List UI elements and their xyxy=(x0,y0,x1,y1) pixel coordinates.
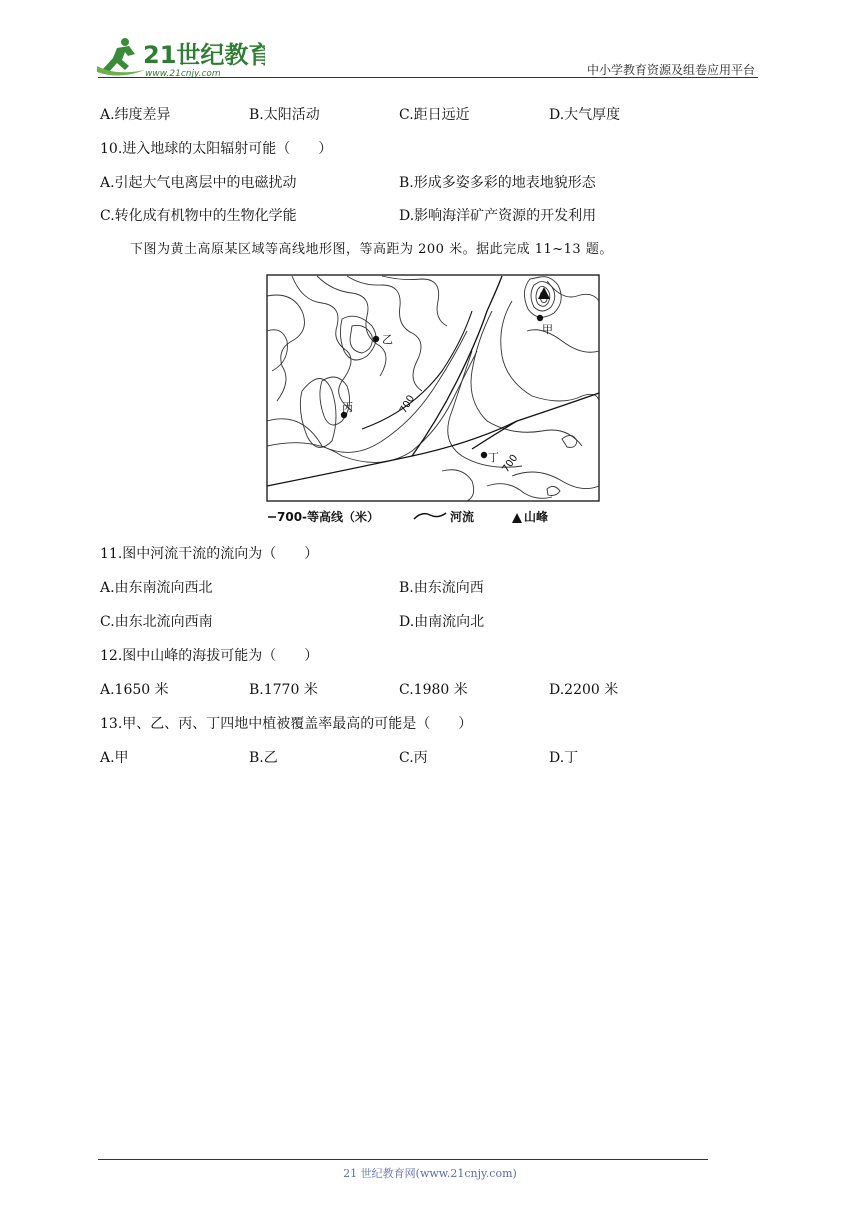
q10-option-b: B.形成多姿多彩的地表地貌形态 xyxy=(399,175,596,191)
q11-option-b: B.由东流向西 xyxy=(399,580,484,596)
contour-label-700-b: 700 xyxy=(500,452,521,475)
point-jia-label: 甲 xyxy=(542,323,553,336)
legend-peak: 山峰 xyxy=(524,510,549,524)
point-yi-dot xyxy=(373,336,379,342)
q12-option-c: C.1980 米 xyxy=(399,682,468,698)
q12-option-a: A.1650 米 xyxy=(100,682,169,698)
q10-stem: 10.进入地球的太阳辐射可能（ ） xyxy=(100,141,333,157)
q10-option-a: A.引起大气电离层中的电磁扰动 xyxy=(100,175,297,191)
q9-option-a: A.纬度差异 xyxy=(100,107,171,123)
q9-option-b: B.太阳活动 xyxy=(249,107,320,123)
footer-divider xyxy=(98,1159,708,1160)
q9-option-d: D.大气厚度 xyxy=(549,107,621,123)
map-intro: 下图为黄土高原某区域等高线地形图，等高距为 200 米。据此完成 11~13 题。 xyxy=(130,242,613,257)
logo-url: www.21cnjy.com xyxy=(145,69,221,79)
logo-text: 21世纪教育 xyxy=(143,41,265,69)
q9-option-c: C.距日远近 xyxy=(399,107,470,123)
q13-option-b: B.乙 xyxy=(249,750,278,766)
point-ding-dot xyxy=(481,452,487,458)
q11-stem: 11.图中河流干流的流向为（ ） xyxy=(100,546,319,562)
contour-map xyxy=(262,271,602,529)
q11-option-a: A.由东南流向西北 xyxy=(100,580,213,596)
q13-option-c: C.丙 xyxy=(399,750,428,766)
legend-peak-icon xyxy=(512,513,522,523)
q12-stem: 12.图中山峰的海拔可能为（ ） xyxy=(100,648,319,664)
q13-option-a: A.甲 xyxy=(100,750,129,766)
q12-option-d: D.2200 米 xyxy=(549,682,619,698)
q10-option-d: D.影响海洋矿产资源的开发利用 xyxy=(399,208,597,224)
map-legend xyxy=(268,509,548,524)
q13-stem: 13.甲、乙、丙、丁四地中植被覆盖率最高的可能是（ ） xyxy=(100,716,473,732)
legend-river: 河流 xyxy=(450,510,475,524)
q11-option-c: C.由东北流向西南 xyxy=(100,614,213,630)
q10-option-c: C.转化成有机物中的生物化学能 xyxy=(100,208,297,224)
point-yi-label: 乙 xyxy=(382,333,393,346)
site-logo xyxy=(95,36,265,80)
header-divider xyxy=(98,77,758,78)
legend-contour: 700-等高线（米） xyxy=(277,510,380,524)
q13-option-d: D.丁 xyxy=(549,750,579,766)
point-bing-label: 丙 xyxy=(342,401,353,414)
footer-link[interactable]: 21 世纪教育网(www.21cnjy.com) xyxy=(343,1167,517,1180)
header-site-name: 中小学教育资源及组卷应用平台 xyxy=(586,63,755,77)
q11-option-d: D.由南流向北 xyxy=(399,614,485,630)
point-jia-dot xyxy=(537,315,543,321)
contour-label-700-a: 700 xyxy=(398,393,418,416)
point-ding-label: 丁 xyxy=(488,451,499,464)
legend-river-icon xyxy=(414,513,446,519)
q12-option-b: B.1770 米 xyxy=(249,682,318,698)
